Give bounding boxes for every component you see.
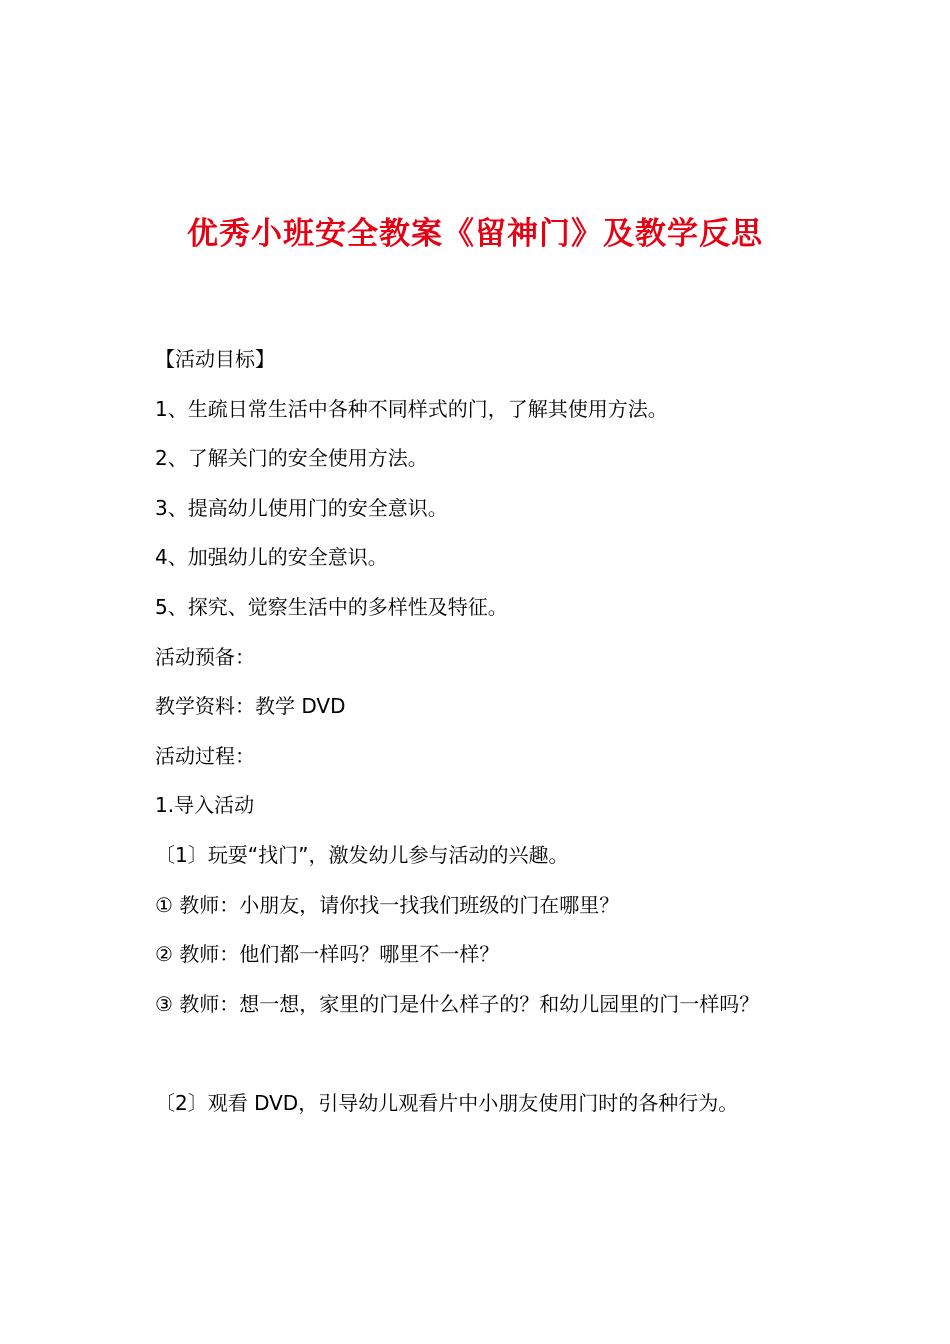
document-body xyxy=(155,345,855,1138)
teacher-question-2: ② 教师：他们都一样吗？哪里不一样？ xyxy=(155,942,500,967)
section-heading-process: 活动过程： xyxy=(155,743,255,768)
goal-item-2: 2、了解关门的安全使用方法。 xyxy=(155,446,428,471)
process-substep-2: 〔2〕观看 DVD，引导幼儿观看片中小朋友使用门时的各种行为。 xyxy=(155,1090,739,1115)
teacher-question-3: ③ 教师：想一想，家里的门是什么样子的？和幼儿园里的门一样吗？ xyxy=(155,991,760,1016)
process-step-1: 1.导入活动 xyxy=(155,793,255,818)
process-substep-1: 〔1〕玩耍“找门”，激发幼儿参与活动的兴趣。 xyxy=(155,842,569,867)
goal-item-3: 3、提高幼儿使用门的安全意识。 xyxy=(155,495,448,520)
goal-item-4: 4、加强幼儿的安全意识。 xyxy=(155,545,388,570)
section-heading-preparation: 活动预备： xyxy=(155,644,255,669)
document-title: 优秀小班安全教案《留神门》及教学反思 xyxy=(187,216,763,252)
teaching-materials: 教学资料：教学 DVD xyxy=(155,694,346,719)
goal-item-1: 1、生疏日常生活中各种不同样式的门，了解其使用方法。 xyxy=(155,396,668,421)
goal-item-5: 5、探究、觉察生活中的多样性及特征。 xyxy=(155,594,508,619)
teacher-question-1: ① 教师：小朋友，请你找一找我们班级的门在哪里？ xyxy=(155,892,620,917)
section-heading-activity-goals: 【活动目标】 xyxy=(155,347,275,371)
